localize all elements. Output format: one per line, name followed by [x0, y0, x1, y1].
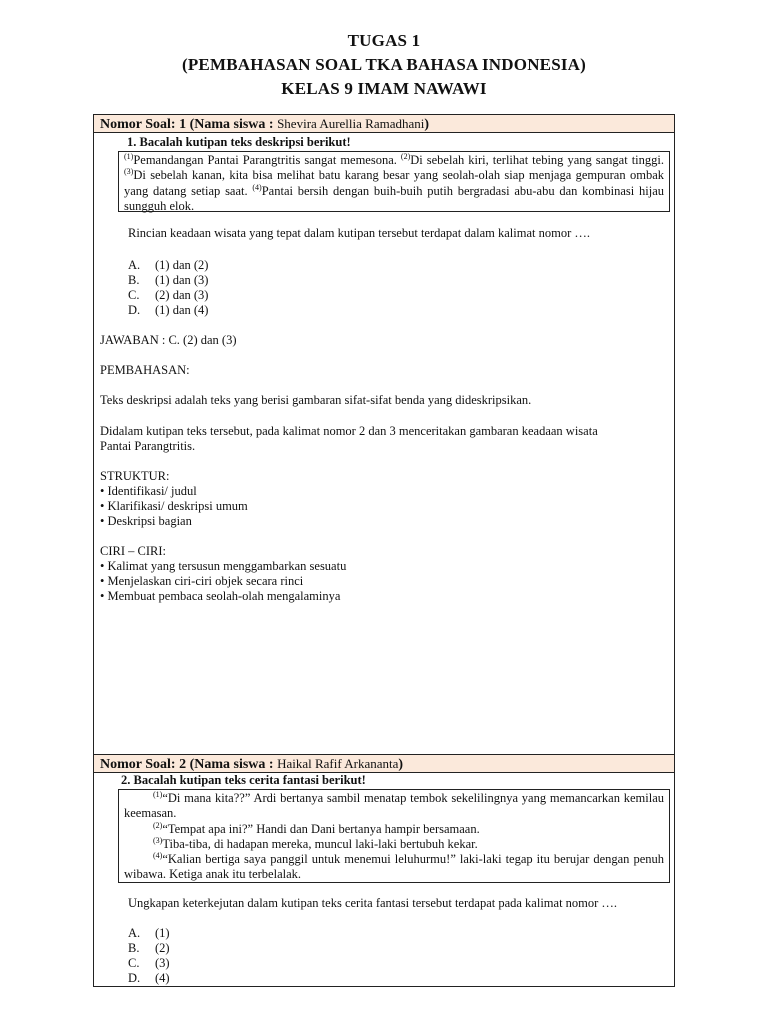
question-1-passage: $^{(1)}$Pemandangan Pantai Parangtritis sangat memesona. $^{(2)}$Di sebelah kiri, terlihat tebing yang sangat tinggi. $^{(3)}$Di sebelah kanan, kita bisa melihat batu karang besar yang seolah-olah siap menjaga gempuran ombak yang datang setiap saat. $^{(4)}$Pantai bersih dengan buih-buih putih bergradasi abu-abu dan kombinasi hijau sungguh elok. [118, 151, 670, 212]
traits-item: • Membuat pembaca seolah-olah mengalaminya [100, 589, 341, 603]
question-2-instruction: 2. Bacalah kutipan teks cerita fantasi berikut! [121, 773, 366, 787]
question-1-option-a: A. (1) dan (2) [128, 258, 209, 272]
question-1-name-label: (Nama siswa : [189, 117, 274, 132]
traits-label: CIRI – CIRI: [100, 544, 166, 558]
question-1-prompt: Rincian keadaan wisata yang tepat dalam kutipan tersebut terdapat dalam kalimat nomor …. [128, 226, 590, 240]
question-2-prompt: Ungkapan keterkejutan dalam kutipan teks cerita fantasi tersebut terdapat pada kalimat nomor …. [128, 896, 618, 910]
structure-item: • Deskripsi bagian [100, 514, 192, 528]
question-1-student: Shevira Aurellia Ramadhani [277, 116, 425, 131]
question-2-header: Nomor Soal: 2 (Nama siswa : Haikal Rafif Arkananta) [94, 755, 674, 773]
doc-title: TUGAS 1 [347, 31, 421, 50]
question-1-option-c: C. (2) dan (3) [128, 288, 209, 302]
traits-item: • Kalimat yang tersusun menggambarkan sesuatu [100, 559, 347, 573]
question-2-passage: $^{(1)}$“Di mana kita??” Ardi bertanya sambil menatap tembok sekelilingnya yang memancarkan kemilau keemasan. $^{(2)}$“Tempat apa ini?” Handi dan Dani bertanya hampir bersamaan. $^{(3)}$Tiba-tiba, di hadapan mereka, muncul laki-laki bertubuh kekar. $^{(4)}$“Kalian bertiga saya panggil untuk menemui leluhurmu!” laki-laki tegap itu berujar dengan penuh wibawa. Ketiga anak itu terbelalak. [118, 789, 670, 883]
question-1-box [93, 114, 675, 755]
discussion-label: PEMBAHASAN: [100, 363, 190, 377]
discussion-paragraph-1: Teks deskripsi adalah teks yang berisi gambaran sifat-sifat benda yang dideskripsikan. [100, 393, 532, 407]
question-2-box [93, 755, 675, 987]
question-1-option-d: D. (1) dan (4) [128, 303, 209, 317]
structure-item: • Klarifikasi/ deskripsi umum [100, 499, 248, 513]
structure-item: • Identifikasi/ judul [100, 484, 197, 498]
discussion-paragraph-2: Didalam kutipan teks tersebut, pada kalimat nomor 2 dan 3 menceritakan gambaran keadaan wisata Pantai Parangtritis. [100, 424, 598, 454]
question-2-option-d: D. (4) [128, 971, 170, 985]
question-1-number: Nomor Soal: 1 [100, 117, 187, 132]
structure-label: STRUKTUR: [100, 469, 170, 483]
question-2-number: Nomor Soal: 2 [100, 757, 187, 772]
doc-subtitle: (PEMBAHASAN SOAL TKA BAHASA INDONESIA) [181, 55, 587, 74]
traits-item: • Menjelaskan ciri-ciri objek secara rinci [100, 574, 304, 588]
question-2-option-c: C. (3) [128, 956, 170, 970]
question-1-option-b: B. (1) dan (3) [128, 273, 209, 287]
doc-class: KELAS 9 IMAM NAWAWI [281, 79, 487, 98]
question-2-name-label: (Nama siswa : [189, 757, 274, 772]
question-2-option-a: A. (1) [128, 926, 170, 940]
question-1-instruction: 1. Bacalah kutipan teks deskripsi berikut! [127, 135, 351, 149]
question-2-student: Haikal Rafif Arkananta [277, 756, 399, 771]
question-1-answer: JAWABAN : C. (2) dan (3) [100, 333, 237, 347]
question-2-option-b: B. (2) [128, 941, 170, 955]
question-1-header: Nomor Soal: 1 (Nama siswa : Shevira Aurellia Ramadhani) [94, 115, 674, 133]
